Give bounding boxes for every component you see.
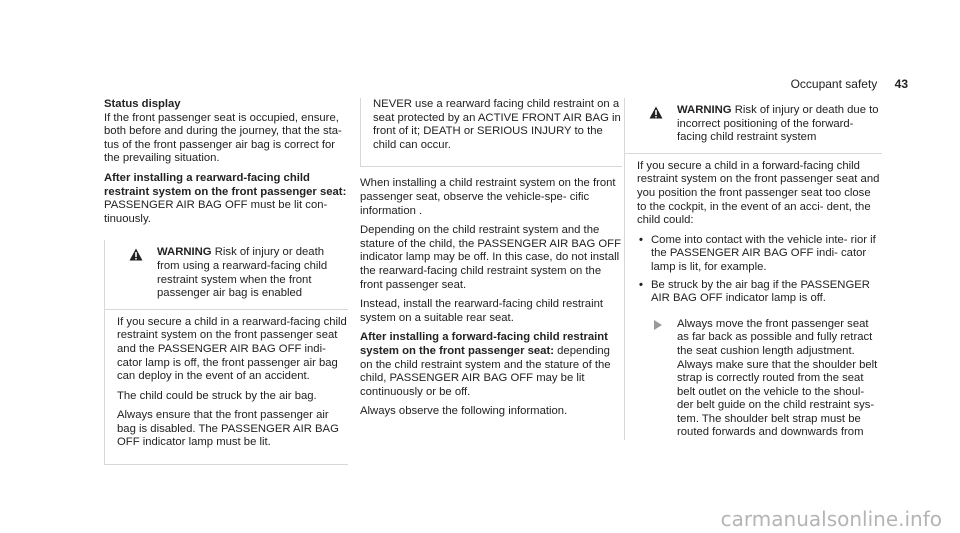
column-right xyxy=(624,98,882,440)
bullet-icon: • xyxy=(639,278,643,291)
warning-para-1: If you secure a child in a rearward-facing child restraint system on the front passenger seat and the PASSENGER AIR BAG OFF indi- cator lamp is off, the front passenger air bag can deploy in the event of an accident. xyxy=(117,315,347,383)
warning-para-2: The child could be struck by the air bag. xyxy=(117,389,317,402)
after-rearward-heading: After installing a rearward-facing child restraint system on the front passenger seat: xyxy=(104,171,347,198)
column-middle xyxy=(360,98,622,425)
column-left xyxy=(104,98,348,479)
page-number: 43 xyxy=(894,77,908,91)
warning-box-rearward xyxy=(104,240,348,465)
warning-bullet-list xyxy=(637,234,882,306)
warning-triangle-icon xyxy=(649,106,663,119)
action-step-text: Always move the front passenger seat as far back as possible and fully retract the seat cushion length adjustment. Always make sure that the shoulder belt strap is correctly routed from the seat belt outlet on the vehicle to the shoul- der belt guide on the child restraint sys- tem. The shoulder belt strap must be routed forwards and downwards from xyxy=(677,317,878,439)
warning-header xyxy=(117,240,348,308)
action-step xyxy=(637,318,882,440)
warning-intro: If you secure a child in a forward-facing child restraint system on the front passenger seat and you position the front passenger seat too close to the cockpit, in the event of an acci- dent, the child could: xyxy=(637,159,880,227)
warning-header xyxy=(637,98,882,153)
after-rearward-paragraph xyxy=(104,172,348,226)
warning-label: WARNING xyxy=(677,104,732,116)
observe-paragraph: Always observe the following information. xyxy=(360,405,568,418)
status-display-heading: Status display xyxy=(104,98,181,110)
warning-triangle-icon xyxy=(129,248,143,261)
warning-headline: Risk of injury or death from using a rearward-facing child restraint system when the front passenger air bag is enabled xyxy=(157,246,328,300)
page-header xyxy=(791,78,908,92)
warning-box-forward xyxy=(624,98,882,440)
warning-continuation xyxy=(360,98,622,167)
action-arrow-icon xyxy=(653,320,663,330)
warning-divider xyxy=(625,153,882,154)
instead-paragraph: Instead, install the rearward-facing child restraint system on a suitable rear seat. xyxy=(360,298,603,324)
warning-label: WARNING xyxy=(157,246,212,259)
depending-paragraph: Depending on the child restraint system and the stature of the child, the PASSENGER AIR BAG OFF indicator lamp may be off. In this case, do not install the rearward-facing child restraint system on the front passenger seat. xyxy=(360,224,621,291)
install-info-paragraph: When installing a child restraint system on the front passenger seat, observe the vehicle-spe- cific information . xyxy=(360,177,616,217)
after-rearward-text: PASSENGER AIR BAG OFF must be lit con- tinuously. xyxy=(104,199,328,225)
warning-para-3: Always ensure that the front passenger air bag is disabled. The PASSENGER AIR BAG OFF indicator lamp must be lit. xyxy=(117,409,339,449)
after-forward-paragraph xyxy=(360,331,622,399)
never-use-warning-text: NEVER use a rearward facing child restraint on a seat protected by an ACTIVE FRONT AIR BAG in front of it; DEATH or SERIOUS INJURY to the child can occur. xyxy=(373,98,621,151)
warning-divider xyxy=(105,309,348,310)
warning-body xyxy=(117,316,348,450)
list-item: • Come into contact with the vehicle inte- rior if the PASSENGER AIR BAG OFF indi- cator lamp is lit, for example. xyxy=(639,233,876,273)
watermark: carmanualsonline.info xyxy=(720,507,942,532)
bullet-icon: • xyxy=(639,233,643,246)
list-item: • Be struck by the air bag if the PASSENGER AIR BAG OFF indicator lamp is off. xyxy=(639,278,870,305)
status-display-text: If the front passenger seat is occupied, ensure, both before and during the journey, that the sta- tus of the front passenger air bag is correct for the prevailing situation. xyxy=(104,111,342,165)
after-forward-heading: After installing a forward-facing child restraint system on the front passenger seat: xyxy=(360,331,608,357)
warning-headline: Risk of injury or death due to incorrect positioning of the forward- facing child restraint system xyxy=(677,104,879,144)
after-forward-text: depending on the child restraint system and the stature of the child, PASSENGER AIR BAG OFF may be lit continuously or be off. xyxy=(360,344,611,398)
section-title: Occupant safety xyxy=(790,77,878,91)
